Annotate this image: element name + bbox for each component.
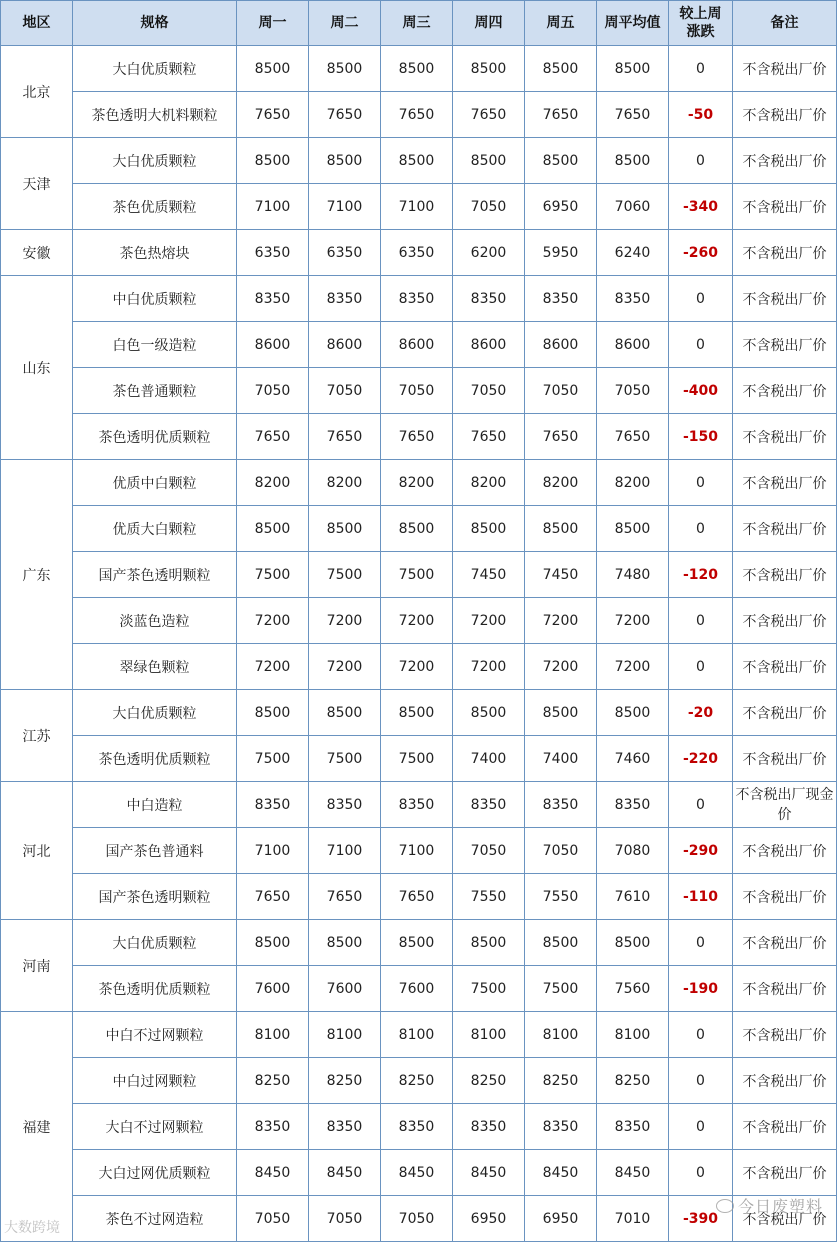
tue-price-cell: 7200 (309, 598, 381, 644)
wed-price-cell: 8500 (381, 690, 453, 736)
spec-cell: 茶色热熔块 (73, 230, 237, 276)
spec-cell: 中白过网颗粒 (73, 1058, 237, 1104)
wed-price-cell: 7200 (381, 644, 453, 690)
thu-price-cell: 7400 (453, 736, 525, 782)
table-body (1, 46, 837, 1242)
mon-price-cell: 8350 (237, 276, 309, 322)
tue-price-cell: 7650 (309, 874, 381, 920)
note-cell: 不含税出厂价 (733, 1104, 837, 1150)
watermark-left (4, 1217, 60, 1237)
thu-price-cell: 8350 (453, 1104, 525, 1150)
fri-price-cell: 8500 (525, 138, 597, 184)
thu-price-cell: 8500 (453, 138, 525, 184)
tue-price-cell: 7050 (309, 1196, 381, 1242)
mon-price-cell: 8500 (237, 690, 309, 736)
change-cell: -340 (669, 184, 733, 230)
tue-price-cell: 7050 (309, 368, 381, 414)
fri-price-cell: 7500 (525, 966, 597, 1012)
note-cell: 不含税出厂价 (733, 598, 837, 644)
thu-price-cell: 7050 (453, 368, 525, 414)
mon-price-cell: 7200 (237, 644, 309, 690)
note-cell: 不含税出厂价 (733, 966, 837, 1012)
table-row (1, 598, 837, 644)
thu-price-cell: 7050 (453, 828, 525, 874)
note-cell: 不含税出厂价 (733, 1150, 837, 1196)
weekly-avg-cell: 7480 (597, 552, 669, 598)
mon-price-cell: 7650 (237, 414, 309, 460)
table-row (1, 138, 837, 184)
mon-price-cell: 8500 (237, 920, 309, 966)
weekly-avg-cell: 7650 (597, 92, 669, 138)
header-change: 较上周涨跌 (669, 1, 733, 46)
table-row (1, 920, 837, 966)
header-fri: 周五 (525, 1, 597, 46)
table-row (1, 828, 837, 874)
wechat-icon (716, 1199, 734, 1213)
region-cell: 安徽 (1, 230, 73, 276)
wed-price-cell: 7500 (381, 736, 453, 782)
thu-price-cell: 8100 (453, 1012, 525, 1058)
table-row (1, 874, 837, 920)
change-cell: 0 (669, 1104, 733, 1150)
fri-price-cell: 8250 (525, 1058, 597, 1104)
tue-price-cell: 8450 (309, 1150, 381, 1196)
wed-price-cell: 7500 (381, 552, 453, 598)
region-cell: 北京 (1, 46, 73, 138)
fri-price-cell: 8500 (525, 690, 597, 736)
region-cell: 河南 (1, 920, 73, 1012)
change-cell: 0 (669, 644, 733, 690)
table-row (1, 506, 837, 552)
wed-price-cell: 6350 (381, 230, 453, 276)
mon-price-cell: 7650 (237, 874, 309, 920)
table-row (1, 1150, 837, 1196)
spec-cell: 茶色不过网造粒 (73, 1196, 237, 1242)
weekly-avg-cell: 8500 (597, 138, 669, 184)
tue-price-cell: 8350 (309, 1104, 381, 1150)
change-cell: -220 (669, 736, 733, 782)
weekly-avg-cell: 7560 (597, 966, 669, 1012)
spec-cell: 中白造粒 (73, 782, 237, 828)
thu-price-cell: 8500 (453, 690, 525, 736)
watermark-right (716, 1194, 823, 1217)
wed-price-cell: 7650 (381, 92, 453, 138)
table-row (1, 690, 837, 736)
fri-price-cell: 6950 (525, 1196, 597, 1242)
fri-price-cell: 8500 (525, 46, 597, 92)
wed-price-cell: 7650 (381, 414, 453, 460)
weekly-avg-cell: 8200 (597, 460, 669, 506)
spec-cell: 优质大白颗粒 (73, 506, 237, 552)
table-row (1, 322, 837, 368)
wed-price-cell: 8450 (381, 1150, 453, 1196)
change-cell: 0 (669, 506, 733, 552)
wed-price-cell: 7600 (381, 966, 453, 1012)
table-row (1, 644, 837, 690)
change-cell: -150 (669, 414, 733, 460)
wed-price-cell: 8100 (381, 1012, 453, 1058)
fri-price-cell: 8350 (525, 782, 597, 828)
change-cell: -50 (669, 92, 733, 138)
region-cell: 天津 (1, 138, 73, 230)
tue-price-cell: 8600 (309, 322, 381, 368)
mon-price-cell: 8450 (237, 1150, 309, 1196)
wed-price-cell: 8500 (381, 46, 453, 92)
fri-price-cell: 7200 (525, 644, 597, 690)
fri-price-cell: 8500 (525, 920, 597, 966)
weekly-avg-cell: 7460 (597, 736, 669, 782)
mon-price-cell: 7650 (237, 92, 309, 138)
thu-price-cell: 7200 (453, 644, 525, 690)
table-row (1, 230, 837, 276)
table-row (1, 184, 837, 230)
wed-price-cell: 8350 (381, 276, 453, 322)
mon-price-cell: 7600 (237, 966, 309, 1012)
change-cell: -20 (669, 690, 733, 736)
fri-price-cell: 8350 (525, 1104, 597, 1150)
fri-price-cell: 7550 (525, 874, 597, 920)
wed-price-cell: 8500 (381, 138, 453, 184)
fri-price-cell: 7400 (525, 736, 597, 782)
table-row (1, 552, 837, 598)
mon-price-cell: 8500 (237, 138, 309, 184)
change-cell: 0 (669, 920, 733, 966)
wed-price-cell: 8200 (381, 460, 453, 506)
tue-price-cell: 8350 (309, 276, 381, 322)
mon-price-cell: 7500 (237, 552, 309, 598)
mon-price-cell: 8350 (237, 782, 309, 828)
weekly-avg-cell: 8100 (597, 1012, 669, 1058)
note-cell: 不含税出厂价 (733, 368, 837, 414)
note-cell: 不含税出厂价 (733, 552, 837, 598)
fri-price-cell: 7650 (525, 92, 597, 138)
note-cell: 不含税出厂价 (733, 46, 837, 92)
fri-price-cell: 8600 (525, 322, 597, 368)
wed-price-cell: 8500 (381, 506, 453, 552)
spec-cell: 中白优质颗粒 (73, 276, 237, 322)
region-cell: 山东 (1, 276, 73, 460)
spec-cell: 大白不过网颗粒 (73, 1104, 237, 1150)
note-cell: 不含税出厂价 (733, 460, 837, 506)
thu-price-cell: 8500 (453, 506, 525, 552)
thu-price-cell: 7650 (453, 414, 525, 460)
fri-price-cell: 7200 (525, 598, 597, 644)
mon-price-cell: 7200 (237, 598, 309, 644)
weekly-avg-cell: 7050 (597, 368, 669, 414)
tue-price-cell: 8500 (309, 506, 381, 552)
mon-price-cell: 7500 (237, 736, 309, 782)
table-row (1, 414, 837, 460)
change-cell: 0 (669, 1150, 733, 1196)
header-wed: 周三 (381, 1, 453, 46)
note-cell: 不含税出厂价 (733, 92, 837, 138)
weekly-avg-cell: 8500 (597, 690, 669, 736)
note-cell: 不含税出厂价 (733, 1058, 837, 1104)
thu-price-cell: 7500 (453, 966, 525, 1012)
region-cell: 河北 (1, 782, 73, 920)
thu-price-cell: 6950 (453, 1196, 525, 1242)
change-cell: 0 (669, 46, 733, 92)
spec-cell: 优质中白颗粒 (73, 460, 237, 506)
wed-price-cell: 7050 (381, 1196, 453, 1242)
note-cell: 不含税出厂价 (733, 138, 837, 184)
change-cell: -110 (669, 874, 733, 920)
thu-price-cell: 7550 (453, 874, 525, 920)
thu-price-cell: 7650 (453, 92, 525, 138)
tue-price-cell: 8200 (309, 460, 381, 506)
weekly-avg-cell: 8500 (597, 920, 669, 966)
tue-price-cell: 8250 (309, 1058, 381, 1104)
tue-price-cell: 8350 (309, 782, 381, 828)
table-row (1, 1196, 837, 1242)
weekly-avg-cell: 7200 (597, 598, 669, 644)
thu-price-cell: 8250 (453, 1058, 525, 1104)
spec-cell: 茶色透明大机料颗粒 (73, 92, 237, 138)
fri-price-cell: 6950 (525, 184, 597, 230)
wed-price-cell: 8500 (381, 920, 453, 966)
spec-cell: 大白优质颗粒 (73, 138, 237, 184)
table-row (1, 1012, 837, 1058)
spec-cell: 茶色透明优质颗粒 (73, 736, 237, 782)
thu-price-cell: 8450 (453, 1150, 525, 1196)
weekly-avg-cell: 8350 (597, 782, 669, 828)
weekly-avg-cell: 6240 (597, 230, 669, 276)
weekly-avg-cell: 7080 (597, 828, 669, 874)
thu-price-cell: 8500 (453, 920, 525, 966)
change-cell: -120 (669, 552, 733, 598)
weekly-avg-cell: 7200 (597, 644, 669, 690)
weekly-avg-cell: 7610 (597, 874, 669, 920)
mon-price-cell: 7050 (237, 1196, 309, 1242)
spec-cell: 中白不过网颗粒 (73, 1012, 237, 1058)
mon-price-cell: 8250 (237, 1058, 309, 1104)
tue-price-cell: 8500 (309, 138, 381, 184)
table-row (1, 92, 837, 138)
region-cell: 福建 (1, 1012, 73, 1242)
weekly-avg-cell: 8350 (597, 276, 669, 322)
thu-price-cell: 8200 (453, 460, 525, 506)
weekly-avg-cell: 8450 (597, 1150, 669, 1196)
change-cell: 0 (669, 276, 733, 322)
wed-price-cell: 7050 (381, 368, 453, 414)
weekly-avg-cell: 7010 (597, 1196, 669, 1242)
mon-price-cell: 8500 (237, 506, 309, 552)
header-spec: 规格 (73, 1, 237, 46)
weekly-avg-cell: 8350 (597, 1104, 669, 1150)
spec-cell: 大白优质颗粒 (73, 920, 237, 966)
header-note: 备注 (733, 1, 837, 46)
thu-price-cell: 6200 (453, 230, 525, 276)
fri-price-cell: 7050 (525, 828, 597, 874)
spec-cell: 茶色优质颗粒 (73, 184, 237, 230)
wed-price-cell: 7100 (381, 184, 453, 230)
mon-price-cell: 8500 (237, 46, 309, 92)
change-cell: 0 (669, 782, 733, 828)
wed-price-cell: 7200 (381, 598, 453, 644)
note-cell: 不含税出厂价 (733, 644, 837, 690)
table-row (1, 460, 837, 506)
tue-price-cell: 8500 (309, 920, 381, 966)
fri-price-cell: 8350 (525, 276, 597, 322)
spec-cell: 大白优质颗粒 (73, 690, 237, 736)
mon-price-cell: 8600 (237, 322, 309, 368)
thu-price-cell: 7200 (453, 598, 525, 644)
note-cell: 不含税出厂价 (733, 184, 837, 230)
spec-cell: 国产茶色透明颗粒 (73, 552, 237, 598)
spec-cell: 白色一级造粒 (73, 322, 237, 368)
fri-price-cell: 8200 (525, 460, 597, 506)
tue-price-cell: 7200 (309, 644, 381, 690)
spec-cell: 茶色透明优质颗粒 (73, 414, 237, 460)
spec-cell: 淡蓝色造粒 (73, 598, 237, 644)
region-cell: 江苏 (1, 690, 73, 782)
change-cell: 0 (669, 460, 733, 506)
header-mon: 周一 (237, 1, 309, 46)
fri-price-cell: 8450 (525, 1150, 597, 1196)
tue-price-cell: 8500 (309, 690, 381, 736)
tue-price-cell: 8500 (309, 46, 381, 92)
mon-price-cell: 6350 (237, 230, 309, 276)
weekly-avg-cell: 7060 (597, 184, 669, 230)
spec-cell: 大白过网优质颗粒 (73, 1150, 237, 1196)
note-cell: 不含税出厂价 (733, 276, 837, 322)
change-cell: -390 (669, 1196, 733, 1242)
tue-price-cell: 7500 (309, 736, 381, 782)
table-row (1, 782, 837, 828)
weekly-avg-cell: 8250 (597, 1058, 669, 1104)
thu-price-cell: 8350 (453, 782, 525, 828)
note-cell: 不含税出厂价 (733, 322, 837, 368)
change-cell: 0 (669, 1012, 733, 1058)
watermark-left-text: 大数跨境 (4, 1220, 60, 1236)
header-thu: 周四 (453, 1, 525, 46)
change-cell: -400 (669, 368, 733, 414)
tue-price-cell: 6350 (309, 230, 381, 276)
wed-price-cell: 8600 (381, 322, 453, 368)
spec-cell: 茶色普通颗粒 (73, 368, 237, 414)
region-cell: 广东 (1, 460, 73, 690)
weekly-avg-cell: 8500 (597, 46, 669, 92)
mon-price-cell: 7050 (237, 368, 309, 414)
table-row (1, 368, 837, 414)
wed-price-cell: 7100 (381, 828, 453, 874)
wed-price-cell: 8250 (381, 1058, 453, 1104)
change-cell: 0 (669, 598, 733, 644)
wed-price-cell: 7650 (381, 874, 453, 920)
change-cell: 0 (669, 1058, 733, 1104)
thu-price-cell: 7050 (453, 184, 525, 230)
weekly-avg-cell: 7650 (597, 414, 669, 460)
change-cell: 0 (669, 138, 733, 184)
tue-price-cell: 7500 (309, 552, 381, 598)
table-row (1, 966, 837, 1012)
watermark-right-text: 今日废塑料 (737, 1197, 823, 1216)
note-cell: 不含税出厂价 (733, 736, 837, 782)
tue-price-cell: 7100 (309, 828, 381, 874)
note-cell: 不含税出厂价 (733, 414, 837, 460)
note-cell: 不含税出厂现金价 (733, 782, 837, 828)
weekly-avg-cell: 8500 (597, 506, 669, 552)
tue-price-cell: 7100 (309, 184, 381, 230)
note-cell: 不含税出厂价 (733, 920, 837, 966)
note-cell: 不含税出厂价 (733, 690, 837, 736)
wed-price-cell: 8350 (381, 782, 453, 828)
weekly-avg-cell: 8600 (597, 322, 669, 368)
mon-price-cell: 7100 (237, 184, 309, 230)
table-row (1, 46, 837, 92)
fri-price-cell: 5950 (525, 230, 597, 276)
change-cell: -260 (669, 230, 733, 276)
wed-price-cell: 8350 (381, 1104, 453, 1150)
thu-price-cell: 8600 (453, 322, 525, 368)
tue-price-cell: 8100 (309, 1012, 381, 1058)
header-tue: 周二 (309, 1, 381, 46)
note-cell: 不含税出厂价 (733, 828, 837, 874)
note-cell: 不含税出厂价 (733, 230, 837, 276)
header-region: 地区 (1, 1, 73, 46)
mon-price-cell: 8350 (237, 1104, 309, 1150)
fri-price-cell: 7450 (525, 552, 597, 598)
note-cell: 不含税出厂价 (733, 1012, 837, 1058)
header-weekly-avg: 周平均值 (597, 1, 669, 46)
table-row (1, 736, 837, 782)
table-row (1, 1104, 837, 1150)
table-row (1, 1058, 837, 1104)
thu-price-cell: 7450 (453, 552, 525, 598)
spec-cell: 茶色透明优质颗粒 (73, 966, 237, 1012)
fri-price-cell: 8100 (525, 1012, 597, 1058)
tue-price-cell: 7600 (309, 966, 381, 1012)
fri-price-cell: 8500 (525, 506, 597, 552)
note-cell: 不含税出厂价 (733, 506, 837, 552)
tue-price-cell: 7650 (309, 414, 381, 460)
fri-price-cell: 7650 (525, 414, 597, 460)
mon-price-cell: 8100 (237, 1012, 309, 1058)
change-cell: 0 (669, 322, 733, 368)
fri-price-cell: 7050 (525, 368, 597, 414)
note-cell: 不含税出厂价 (733, 874, 837, 920)
thu-price-cell: 8350 (453, 276, 525, 322)
spec-cell: 大白优质颗粒 (73, 46, 237, 92)
note-cell: 不含税出厂价 (733, 1196, 837, 1242)
spec-cell: 国产茶色普通料 (73, 828, 237, 874)
mon-price-cell: 8200 (237, 460, 309, 506)
header-row (1, 1, 837, 46)
change-cell: -190 (669, 966, 733, 1012)
change-cell: -290 (669, 828, 733, 874)
tue-price-cell: 7650 (309, 92, 381, 138)
mon-price-cell: 7100 (237, 828, 309, 874)
thu-price-cell: 8500 (453, 46, 525, 92)
spec-cell: 翠绿色颗粒 (73, 644, 237, 690)
table-row (1, 276, 837, 322)
spec-cell: 国产茶色透明颗粒 (73, 874, 237, 920)
